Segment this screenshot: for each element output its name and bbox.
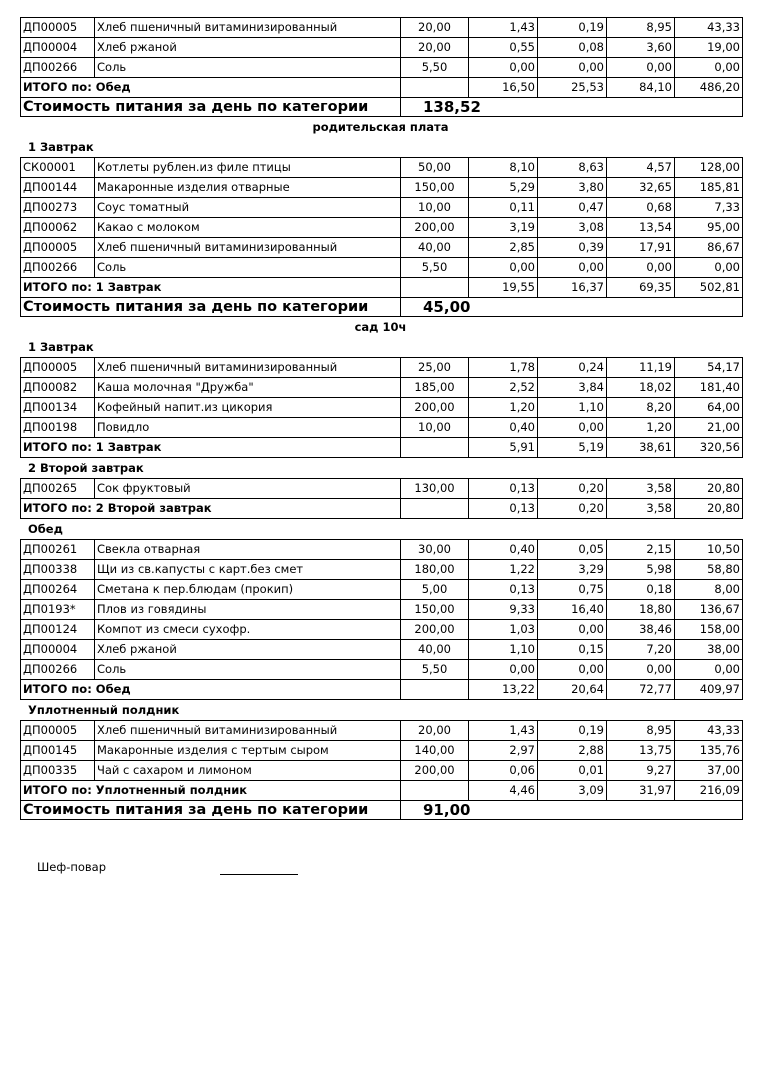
dish-row — [21, 580, 743, 600]
dish-name: Соль — [95, 660, 401, 680]
dish-row — [21, 540, 743, 560]
dish-carbs: 1,20 — [607, 418, 675, 438]
total-label: ИТОГО по: 1 Завтрак — [21, 278, 401, 298]
dish-kcal: 86,67 — [675, 238, 743, 258]
dish-kcal: 0,00 — [675, 660, 743, 680]
dish-code: ДП00005 — [21, 358, 95, 378]
meal-table — [20, 539, 743, 700]
dish-kcal: 0,00 — [675, 258, 743, 278]
dish-name: Плов из говядины — [95, 600, 401, 620]
total-weight-empty — [401, 278, 469, 298]
dish-name: Чай с сахаром и лимоном — [95, 761, 401, 781]
dish-protein: 9,33 — [469, 600, 538, 620]
dish-carbs: 18,02 — [607, 378, 675, 398]
dish-code: ДП00338 — [21, 560, 95, 580]
dish-weight: 20,00 — [401, 18, 469, 38]
total-kcal: 216,09 — [675, 781, 743, 801]
total-row — [21, 78, 743, 98]
total-protein: 16,50 — [469, 78, 538, 98]
meal-title: Обед — [28, 522, 63, 536]
total-carbs: 84,10 — [607, 78, 675, 98]
dish-fat: 0,00 — [538, 58, 607, 78]
dish-protein: 2,97 — [469, 741, 538, 761]
daily-cost-label: Стоимость питания за день по категории — [21, 298, 401, 317]
dish-fat: 0,19 — [538, 721, 607, 741]
dish-weight: 5,50 — [401, 660, 469, 680]
dish-name: Котлеты рублен.из филе птицы — [95, 158, 401, 178]
dish-kcal: 181,40 — [675, 378, 743, 398]
dish-carbs: 7,20 — [607, 640, 675, 660]
dish-row — [21, 218, 743, 238]
dish-fat: 3,08 — [538, 218, 607, 238]
dish-name: Соль — [95, 258, 401, 278]
dish-protein: 2,52 — [469, 378, 538, 398]
dish-row — [21, 761, 743, 781]
total-kcal: 409,97 — [675, 680, 743, 700]
dish-protein: 1,20 — [469, 398, 538, 418]
dish-row — [21, 238, 743, 258]
daily-cost-row — [21, 801, 743, 820]
dish-code: ДП00144 — [21, 178, 95, 198]
daily-cost-row — [21, 98, 743, 117]
dish-kcal: 58,80 — [675, 560, 743, 580]
dish-kcal: 8,00 — [675, 580, 743, 600]
total-kcal: 20,80 — [675, 499, 743, 519]
dish-fat: 0,00 — [538, 418, 607, 438]
dish-row — [21, 560, 743, 580]
dish-row — [21, 18, 743, 38]
dish-weight: 140,00 — [401, 741, 469, 761]
total-fat: 3,09 — [538, 781, 607, 801]
dish-row — [21, 721, 743, 741]
meal-table — [20, 478, 743, 519]
dish-code: ДП00273 — [21, 198, 95, 218]
dish-kcal: 158,00 — [675, 620, 743, 640]
daily-cost-value: 138,52 — [401, 98, 743, 117]
dish-protein: 0,00 — [469, 258, 538, 278]
dish-carbs: 8,95 — [607, 18, 675, 38]
total-label: ИТОГО по: Уплотненный полдник — [21, 781, 401, 801]
dish-name: Макаронные изделия отварные — [95, 178, 401, 198]
signature-label: Шеф-повар — [37, 860, 107, 874]
dish-fat: 0,19 — [538, 18, 607, 38]
dish-protein: 0,11 — [469, 198, 538, 218]
meal-table — [20, 157, 743, 317]
dish-protein: 0,13 — [469, 580, 538, 600]
category-title: родительская плата — [312, 120, 449, 134]
dish-code: ДП00062 — [21, 218, 95, 238]
total-row — [21, 680, 743, 700]
daily-cost-label: Стоимость питания за день по категории — [21, 801, 401, 820]
dish-weight: 20,00 — [401, 721, 469, 741]
dish-protein: 1,78 — [469, 358, 538, 378]
dish-carbs: 2,15 — [607, 540, 675, 560]
dish-name: Хлеб пшеничный витаминизированный — [95, 238, 401, 258]
dish-protein: 0,00 — [469, 660, 538, 680]
dish-row — [21, 358, 743, 378]
dish-carbs: 0,00 — [607, 58, 675, 78]
dish-weight: 50,00 — [401, 158, 469, 178]
dish-protein: 8,10 — [469, 158, 538, 178]
dish-code: СК00001 — [21, 158, 95, 178]
dish-name: Какао с молоком — [95, 218, 401, 238]
dish-protein: 0,40 — [469, 540, 538, 560]
total-row — [21, 278, 743, 298]
total-fat: 5,19 — [538, 438, 607, 458]
dish-row — [21, 158, 743, 178]
total-carbs: 69,35 — [607, 278, 675, 298]
dish-code: ДП00124 — [21, 620, 95, 640]
dish-weight: 40,00 — [401, 640, 469, 660]
dish-protein: 3,19 — [469, 218, 538, 238]
total-row — [21, 438, 743, 458]
dish-fat: 0,00 — [538, 620, 607, 640]
dish-row — [21, 418, 743, 438]
dish-fat: 0,24 — [538, 358, 607, 378]
total-label: ИТОГО по: Обед — [21, 78, 401, 98]
dish-code: ДП00004 — [21, 38, 95, 58]
meal-table — [20, 357, 743, 458]
dish-name: Хлеб ржаной — [95, 38, 401, 58]
dish-code: ДП00335 — [21, 761, 95, 781]
total-carbs: 3,58 — [607, 499, 675, 519]
dish-kcal: 136,67 — [675, 600, 743, 620]
dish-row — [21, 620, 743, 640]
dish-row — [21, 378, 743, 398]
dish-row — [21, 640, 743, 660]
dish-carbs: 13,54 — [607, 218, 675, 238]
dish-carbs: 18,80 — [607, 600, 675, 620]
dish-name: Хлеб ржаной — [95, 640, 401, 660]
dish-kcal: 20,80 — [675, 479, 743, 499]
dish-kcal: 0,00 — [675, 58, 743, 78]
dish-weight: 5,50 — [401, 58, 469, 78]
dish-carbs: 9,27 — [607, 761, 675, 781]
dish-protein: 1,43 — [469, 721, 538, 741]
dish-kcal: 43,33 — [675, 721, 743, 741]
dish-kcal: 38,00 — [675, 640, 743, 660]
dish-name: Макаронные изделия с тертым сыром — [95, 741, 401, 761]
dish-name: Соль — [95, 58, 401, 78]
dish-fat: 3,80 — [538, 178, 607, 198]
dish-weight: 180,00 — [401, 560, 469, 580]
dish-row — [21, 198, 743, 218]
signature-line — [220, 874, 298, 875]
dish-row — [21, 58, 743, 78]
total-weight-empty — [401, 438, 469, 458]
dish-name: Соус томатный — [95, 198, 401, 218]
dish-protein: 1,22 — [469, 560, 538, 580]
dish-kcal: 185,81 — [675, 178, 743, 198]
dish-carbs: 8,95 — [607, 721, 675, 741]
dish-kcal: 19,00 — [675, 38, 743, 58]
dish-code: ДП00265 — [21, 479, 95, 499]
dish-carbs: 32,65 — [607, 178, 675, 198]
dish-code: ДП00145 — [21, 741, 95, 761]
dish-weight: 25,00 — [401, 358, 469, 378]
dish-fat: 3,29 — [538, 560, 607, 580]
dish-code: ДП00134 — [21, 398, 95, 418]
dish-fat: 0,15 — [538, 640, 607, 660]
dish-carbs: 0,00 — [607, 258, 675, 278]
total-kcal: 320,56 — [675, 438, 743, 458]
dish-kcal: 135,76 — [675, 741, 743, 761]
dish-fat: 2,88 — [538, 741, 607, 761]
dish-protein: 1,43 — [469, 18, 538, 38]
total-fat: 20,64 — [538, 680, 607, 700]
dish-weight: 5,50 — [401, 258, 469, 278]
dish-fat: 0,47 — [538, 198, 607, 218]
dish-protein: 0,55 — [469, 38, 538, 58]
dish-fat: 1,10 — [538, 398, 607, 418]
dish-name: Хлеб пшеничный витаминизированный — [95, 721, 401, 741]
dish-carbs: 3,58 — [607, 479, 675, 499]
dish-kcal: 43,33 — [675, 18, 743, 38]
dish-code: ДП00004 — [21, 640, 95, 660]
dish-code: ДП00005 — [21, 721, 95, 741]
dish-name: Щи из св.капусты с карт.без смет — [95, 560, 401, 580]
dish-row — [21, 479, 743, 499]
dish-kcal: 37,00 — [675, 761, 743, 781]
dish-code: ДП0193* — [21, 600, 95, 620]
dish-code: ДП00261 — [21, 540, 95, 560]
dish-weight: 200,00 — [401, 218, 469, 238]
dish-fat: 0,00 — [538, 258, 607, 278]
total-label: ИТОГО по: 2 Второй завтрак — [21, 499, 401, 519]
total-protein: 4,46 — [469, 781, 538, 801]
dish-kcal: 7,33 — [675, 198, 743, 218]
dish-row — [21, 600, 743, 620]
total-weight-empty — [401, 78, 469, 98]
dish-protein: 0,40 — [469, 418, 538, 438]
total-protein: 5,91 — [469, 438, 538, 458]
dish-fat: 0,08 — [538, 38, 607, 58]
dish-carbs: 4,57 — [607, 158, 675, 178]
dish-weight: 150,00 — [401, 178, 469, 198]
daily-cost-row — [21, 298, 743, 317]
dish-carbs: 0,18 — [607, 580, 675, 600]
dish-weight: 185,00 — [401, 378, 469, 398]
dish-weight: 130,00 — [401, 479, 469, 499]
dish-fat: 0,75 — [538, 580, 607, 600]
dish-name: Сметана к пер.блюдам (прокип) — [95, 580, 401, 600]
dish-carbs: 13,75 — [607, 741, 675, 761]
dish-kcal: 128,00 — [675, 158, 743, 178]
dish-protein: 1,10 — [469, 640, 538, 660]
dish-carbs: 17,91 — [607, 238, 675, 258]
dish-weight: 200,00 — [401, 620, 469, 640]
dish-fat: 8,63 — [538, 158, 607, 178]
dish-row — [21, 660, 743, 680]
dish-code: ДП00266 — [21, 258, 95, 278]
total-carbs: 38,61 — [607, 438, 675, 458]
meal-title: 2 Второй завтрак — [28, 461, 144, 475]
dish-fat: 3,84 — [538, 378, 607, 398]
total-carbs: 31,97 — [607, 781, 675, 801]
dish-carbs: 38,46 — [607, 620, 675, 640]
dish-protein: 5,29 — [469, 178, 538, 198]
dish-name: Повидло — [95, 418, 401, 438]
dish-kcal: 64,00 — [675, 398, 743, 418]
total-kcal: 486,20 — [675, 78, 743, 98]
daily-cost-value: 45,00 — [401, 298, 743, 317]
dish-carbs: 3,60 — [607, 38, 675, 58]
total-fat: 16,37 — [538, 278, 607, 298]
total-fat: 0,20 — [538, 499, 607, 519]
meal-title: Уплотненный полдник — [28, 703, 180, 717]
dish-kcal: 21,00 — [675, 418, 743, 438]
dish-name: Свекла отварная — [95, 540, 401, 560]
dish-kcal: 10,50 — [675, 540, 743, 560]
dish-code: ДП00264 — [21, 580, 95, 600]
dish-carbs: 0,00 — [607, 660, 675, 680]
dish-protein: 0,06 — [469, 761, 538, 781]
total-kcal: 502,81 — [675, 278, 743, 298]
total-weight-empty — [401, 499, 469, 519]
dish-code: ДП00005 — [21, 238, 95, 258]
total-label: ИТОГО по: Обед — [21, 680, 401, 700]
dish-name: Каша молочная "Дружба" — [95, 378, 401, 398]
dish-weight: 10,00 — [401, 198, 469, 218]
total-weight-empty — [401, 781, 469, 801]
dish-row — [21, 398, 743, 418]
total-label: ИТОГО по: 1 Завтрак — [21, 438, 401, 458]
dish-fat: 0,20 — [538, 479, 607, 499]
dish-weight: 150,00 — [401, 600, 469, 620]
total-weight-empty — [401, 680, 469, 700]
dish-fat: 0,39 — [538, 238, 607, 258]
total-row — [21, 781, 743, 801]
dish-kcal: 95,00 — [675, 218, 743, 238]
dish-weight: 20,00 — [401, 38, 469, 58]
dish-code: ДП00266 — [21, 58, 95, 78]
dish-weight: 30,00 — [401, 540, 469, 560]
total-protein: 0,13 — [469, 499, 538, 519]
dish-row — [21, 38, 743, 58]
dish-code: ДП00198 — [21, 418, 95, 438]
meal-table — [20, 17, 743, 117]
dish-weight: 200,00 — [401, 398, 469, 418]
total-row — [21, 499, 743, 519]
dish-row — [21, 258, 743, 278]
dish-protein: 1,03 — [469, 620, 538, 640]
dish-kcal: 54,17 — [675, 358, 743, 378]
category-title: сад 10ч — [354, 320, 407, 334]
dish-carbs: 8,20 — [607, 398, 675, 418]
menu-document — [20, 17, 741, 820]
dish-weight: 200,00 — [401, 761, 469, 781]
dish-weight: 5,00 — [401, 580, 469, 600]
dish-code: ДП00005 — [21, 18, 95, 38]
daily-cost-value: 91,00 — [401, 801, 743, 820]
total-protein: 13,22 — [469, 680, 538, 700]
dish-row — [21, 178, 743, 198]
dish-name: Сок фруктовый — [95, 479, 401, 499]
dish-carbs: 5,98 — [607, 560, 675, 580]
meal-title: 1 Завтрак — [28, 140, 94, 154]
dish-fat: 0,05 — [538, 540, 607, 560]
dish-name: Компот из смеси сухофр. — [95, 620, 401, 640]
dish-weight: 40,00 — [401, 238, 469, 258]
meal-table — [20, 720, 743, 820]
total-carbs: 72,77 — [607, 680, 675, 700]
dish-protein: 0,13 — [469, 479, 538, 499]
meal-title: 1 Завтрак — [28, 340, 94, 354]
dish-code: ДП00266 — [21, 660, 95, 680]
dish-protein: 0,00 — [469, 58, 538, 78]
dish-code: ДП00082 — [21, 378, 95, 398]
dish-weight: 10,00 — [401, 418, 469, 438]
dish-carbs: 11,19 — [607, 358, 675, 378]
dish-protein: 2,85 — [469, 238, 538, 258]
dish-name: Кофейный напит.из цикория — [95, 398, 401, 418]
dish-name: Хлеб пшеничный витаминизированный — [95, 18, 401, 38]
daily-cost-label: Стоимость питания за день по категории — [21, 98, 401, 117]
dish-row — [21, 741, 743, 761]
dish-name: Хлеб пшеничный витаминизированный — [95, 358, 401, 378]
total-protein: 19,55 — [469, 278, 538, 298]
total-fat: 25,53 — [538, 78, 607, 98]
dish-fat: 16,40 — [538, 600, 607, 620]
dish-carbs: 0,68 — [607, 198, 675, 218]
dish-fat: 0,01 — [538, 761, 607, 781]
dish-fat: 0,00 — [538, 660, 607, 680]
